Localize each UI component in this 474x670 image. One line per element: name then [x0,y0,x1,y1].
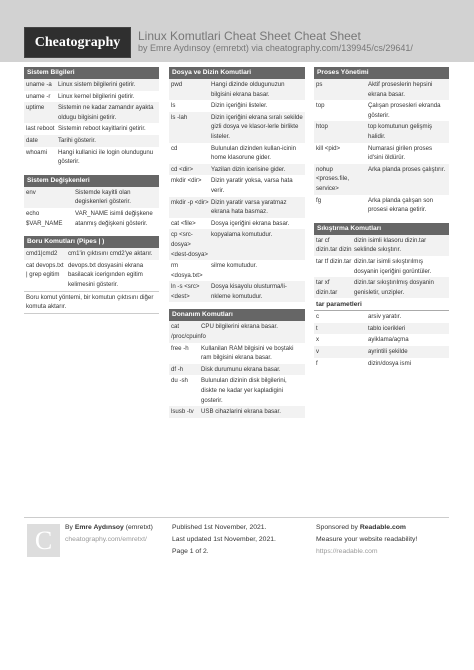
table-row [169,229,305,260]
cheatography-logo[interactable]: Cheatography [24,27,131,58]
table-row [24,248,159,260]
command-cell: htop [316,123,328,131]
section-title: Boru Komutları (Pipes | ) [24,236,159,248]
table-row [169,343,305,364]
description-cell: ayiklama/açma [368,336,409,344]
table-row [169,281,305,302]
description-cell: Hangi dizinde oldugunuzun bilgisini ekrana basar. [211,81,285,98]
sponsor-tagline: Measure your website readability! [316,536,418,543]
header [0,0,474,62]
by-label: By [65,524,75,531]
column-2 [169,67,305,425]
section-title: Sistem Bilgileri [24,67,159,79]
author-link[interactable]: Emre Aydınsoy (emretxt) [150,43,249,53]
command-cell: ls -lah [171,113,188,121]
description-cell: Sistemin reboot kayitlarini getirir. [58,125,146,133]
table-row [314,277,449,298]
command-cell: date [26,136,38,144]
description-cell: Dizin içeriğini listeler. [211,102,268,110]
via-label: via [248,43,266,53]
section-title: Sıkıştırma Komutları [314,223,449,235]
table-row [314,334,449,346]
description-cell: Arka planda çalışan son prosesi ekrana getirir. [368,196,434,214]
table-row [169,321,305,342]
command-cell: cat /proc/cpuinfo [171,323,206,341]
sponsor-url[interactable]: https://readable.com [316,548,378,555]
column-1 [24,67,159,321]
description-cell: dizin.tar sıkıştırılmış dosyanin genisletir, unzipler. [354,279,434,296]
table-row [169,375,305,406]
table-row [169,260,305,281]
description-cell: Dosya kisayolu olusturma/li-nkleme komutudur. [211,283,287,300]
description-cell: devops.txt dosyasini ekrana basilacak icerigınden egitim kelimesini gösterir. [68,261,144,288]
table-row [314,256,449,277]
description-cell: Linux sistem bilgilerini getirir. [58,81,136,88]
table-row [169,112,305,143]
description-cell: Dizin yaratir varsa yaratmaz ekrana hata basmaz. [211,198,287,216]
table-row [314,100,449,121]
table-row [24,147,159,168]
table-row [169,406,305,418]
command-cell: uname -a [26,81,52,88]
description-cell: Disk durumunu ekrana basar. [201,365,281,373]
table-row [314,79,449,100]
description-cell: Bulunulan dizinden kullan-icinin home klasorune gider. [211,144,297,162]
command-cell: mkdir <dir> [171,177,202,185]
description-cell: dizin/dosya ismi [368,359,412,367]
author-avatar[interactable]: C [27,524,60,557]
section-proses [314,67,449,216]
command-cell: free -h [171,344,189,352]
sponsor-line [316,523,406,533]
table-row [169,364,305,376]
table-row [314,311,449,323]
command-cell: ln -s <src> <dest> [171,283,200,300]
table-row [314,121,449,142]
command-cell: tar cf dizin.tar dizin [316,236,352,254]
footer-author [65,523,153,533]
description-cell: Sistemde kayitli olan degiskenleri gösterir. [75,188,131,206]
table-row [169,164,305,176]
description-cell: dizin isimli klasoru dizin.tar seklinde sıkıştırır. [354,236,427,254]
description-cell: dizin.tar isimli sıkıştırılmış dosyanin içeriğini gorüntüler. [354,257,432,275]
description-cell: silme komutudur. [211,262,258,270]
description-cell: Dizin içeriğini ekrana sıralı sekilde gizli dosya ve klasor-lerle birlikte listeler. [211,113,303,140]
param-list [314,311,449,369]
command-cell: tar tf dizin.tar [316,257,352,265]
command-cell: lsusb -tv [171,408,194,416]
command-cell: cat <file> [171,219,196,227]
description-cell: USB cihazlarini ekrana basar. [201,408,281,416]
command-cell: ps [316,81,323,88]
table-row [24,123,159,135]
command-cell: df -h [171,365,184,373]
command-cell: uptime [26,104,45,112]
command-cell: cat devops.txt | grep egitim [26,261,64,279]
table-row [314,143,449,164]
subsection-title: tar parametleri [314,298,449,311]
param-cell: x [316,336,320,344]
command-cell: env [26,188,36,196]
command-cell: rm <dosya.txt> [171,262,203,279]
description-cell: tablo icerikleri [368,324,406,332]
author-line [138,43,413,53]
sponsor-name[interactable]: Readable.com [359,524,406,531]
table-row [24,208,159,229]
param-cell: t [316,324,318,332]
column-3 [314,67,449,376]
table-row [24,187,159,208]
description-cell: Arka planda proses çalıştırır. [368,165,446,173]
section-title: Donanım Komutları [169,309,305,321]
description-cell: kopyalama komutudur. [211,231,273,239]
section-title: Proses Yönetimi [314,67,449,79]
published-date: Published 1st November, 2021. [172,524,267,531]
footer-handle: (emretxt) [123,524,153,531]
by-label: by [138,43,151,53]
footer-author-name[interactable]: Emre Aydınsoy [74,524,124,531]
section-title: Dosya ve Dizin Komutlari [169,67,305,79]
page-title: Linux Komutlari Cheat Sheet Cheat Sheet [138,29,361,43]
description-cell: Bulunulan dizinin disk bilgilerini, diskte ne kadar yer kapladigini gosterir. [201,377,287,404]
table-row [314,323,449,335]
section-note: Boru komut yöntemi, bir komutun çıktısını diğer komuta aktarır. [24,291,159,314]
table-row [169,218,305,230]
table-row [169,143,305,164]
command-cell: cp <src-dosya> <dest-dosya> [171,231,208,258]
description-cell: Linux kernel bilgilerini getirir. [58,92,135,100]
section-sistem-bilgileri [24,67,159,168]
command-cell: pwd [171,81,183,88]
command-cell: top [316,102,325,110]
command-cell: du -sh [171,377,188,385]
command-cell: ls [171,102,176,110]
table-row [314,235,449,256]
description-cell: ayrintili şekilde [368,348,408,356]
table-row [169,100,305,112]
command-cell: cd [171,144,178,152]
command-cell: echo $VAR_NAME [26,209,63,227]
command-cell: cd <dir> [171,165,194,173]
description-cell: Sistemin ne kadar zamandır ayakta oldugu bilgisini getirir. [58,104,154,121]
param-cell: f [316,359,318,367]
table-row [24,102,159,123]
description-cell: Hangi kullanici ile login olundugunu gösterir. [58,148,154,166]
sheet-url-link[interactable]: cheatography.com/139945/cs/29641/ [265,43,413,53]
param-cell: c [316,313,320,321]
page-number: Page 1 of 2. [172,548,209,555]
description-cell: cm1'in çıktısını cmd2'ye aktarır. [68,250,153,258]
command-cell: cmd1|cmd2 [26,250,58,258]
section-sistem-degiskenleri [24,175,159,229]
section-title: Sistem Değişkenleri [24,175,159,187]
description-cell: Kullanilan RAM bilgisini ve boştaki ram bilgisini ekrana basar. [201,344,294,362]
updated-date: Last updated 1st November, 2021. [172,536,276,543]
table-row [24,260,159,291]
footer-profile-link[interactable]: cheatography.com/emretxt/ [65,536,147,543]
table-row [169,175,305,196]
table-row [24,79,159,91]
command-cell: nohup <proses.file, service> [316,165,350,192]
section-sikistirma [314,223,449,370]
description-cell: Çalışan prosesleri ekranda gösterir. [368,102,441,119]
section-donanim [169,309,305,417]
command-cell: fg [316,196,322,204]
description-cell: CPU bilgilerini ekrana basar. [201,323,278,331]
footer-divider-full [24,517,449,518]
table-row [314,195,449,216]
table-row [169,197,305,218]
sponsor-label: Sponsored by [316,524,360,531]
description-cell: Dizin yaratir yoksa, varsa hata verir. [211,177,293,194]
command-cell: last reboot [26,125,55,133]
command-cell: whoami [26,148,47,156]
description-cell: Tarihi gösterir. [58,136,96,144]
table-row [314,164,449,195]
section-boru-komutlari [24,236,159,314]
table-row [314,358,449,370]
table-row [169,79,305,100]
description-cell: Yazilan dizin icerisine gider. [211,165,286,173]
command-cell: tar xf dizin.tar [316,279,338,296]
command-cell: mkdir -p <dir> [171,198,209,206]
description-cell: Numarasi girilen proses id'sini öldürür. [368,144,433,162]
command-cell: uname -r [26,92,51,100]
table-row [24,91,159,103]
table-row [314,346,449,358]
description-cell: arsiv yaratır. [368,313,402,321]
param-cell: v [316,348,320,356]
description-cell: Aktif proseslerin hepsini ekrana basar. [368,81,433,98]
command-cell: kill <pid> [316,144,341,152]
table-row [24,135,159,147]
description-cell: VAR_NAME isimli değişkene atanmış değişkeni gösterir. [75,209,153,227]
description-cell: top komutunun gelişmiş halidir. [368,123,433,140]
section-dosya-dizin [169,67,305,302]
description-cell: Dosya içeriğini ekrana basar. [211,219,290,227]
